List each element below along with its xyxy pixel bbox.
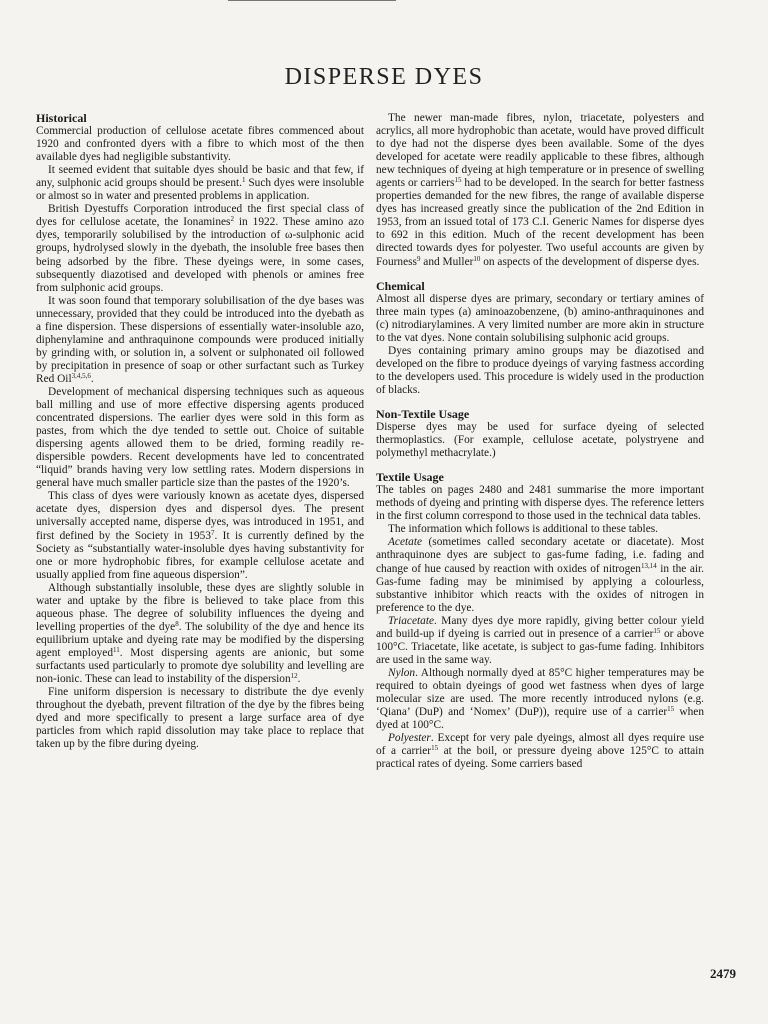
paragraph: British Dyestuffs Corporation introduced the first special class of dyes for cellulose acetate, the Ionamines$^2$ in 1922. These amino azo dyes, temporarily solubilised by the introduction of ω-sulphonic acid groups, hydrolysed slowly in the dyebath, the insoluble free bases then being adsorbed by the fibre. These dyeings were, in some cases, subsequently diazotised and developed with phenols or amines free from sulphonic acid groups. bbox=[36, 203, 364, 294]
paragraph: The tables on pages 2480 and 2481 summarise the more important methods of dyeing and printing with disperse dyes. The reference letters in the first column correspond to those used in the technical data tables. bbox=[376, 484, 704, 523]
right-column bbox=[376, 112, 704, 771]
page-number: 2479 bbox=[710, 966, 736, 981]
reference-mark: 2 bbox=[230, 215, 234, 224]
paragraph: Almost all disperse dyes are primary, secondary or tertiary amines of three main types (a) aminoazobenzene, (b) amino-anthraquinones and (c) nitrodiarylamines. A very limited number are more akin in structure to the vat dyes. None contain solubilising sulphonic acid groups. bbox=[376, 292, 704, 344]
heading-historical: Historical bbox=[36, 111, 87, 125]
paragraph: The information which follows is additional to these tables. bbox=[388, 523, 658, 536]
paragraph: It seemed evident that suitable dyes should be basic and that few, if any, sulphonic acid groups should be present.$^1$ Such dyes were insoluble or almost so in water and presented problems in application. bbox=[36, 164, 364, 203]
paragraph: Development of mechanical dispersing techniques such as aqueous ball milling and use of more effective dispersing agents produced concentrated dispersions. The earlier dyes were sold in this form as pastes, from which the dye tended to settle out. Choice of suitable dispersing agents allowed them to be dried, forming readily re-dispersible powders. Recent developments have led to concentrated “liquid” brands having very low settling rates. Modern dispersions in general have much smaller particle size than the pastes of the 1920’s. bbox=[36, 385, 364, 490]
reference-mark: 11 bbox=[113, 645, 120, 654]
paragraph: Dyes containing primary amino groups may be diazotised and developed on the fibre to produce dyeings of varying fastness according to the developers used. This procedure is widely used in the production of blacks. bbox=[376, 344, 704, 396]
page-title: DISPERSE DYES bbox=[284, 64, 484, 90]
paragraph-acetate: Acetate (sometimes called secondary acetate or diacetate). Most anthraquinone dyes are subject to gas-fume fading, i.e. fading and change of hue caused by reaction with oxides of nitrogen$^{13,14}$ in the air. Gas-fume fading may be minimised by applying a colourless, substantive inhibitor which reacts with the oxides of nitrogen in preference to the dye. bbox=[376, 536, 704, 614]
heading-chemical: Chemical bbox=[376, 278, 425, 293]
reference-mark: 9 bbox=[416, 254, 421, 263]
paragraph: Fine uniform dispersion is necessary to distribute the dye evenly throughout the dyebath, prevent filtration of the dye by the fibres being dyed and more specifically to present a large surface area of dye particles from which rapid dissolution may take place to replace that taken up by the fibre during dyeing. bbox=[36, 686, 364, 751]
paragraph-polyester: Polyester. Except for very pale dyeings, almost all dyes require use of a carrier$^{15}$ at the boil, or pressure dyeing above 125°C to attain practical rates of dyeing. Some carriers based bbox=[376, 732, 705, 771]
reference-mark: 12 bbox=[290, 672, 298, 681]
reference-mark: 15 bbox=[667, 705, 675, 714]
paragraph: Although substantially insoluble, these dyes are slightly soluble in water and uptake by the fibre is believed to take place from this aqueous phase. The degree of solubility influences the dyeing and levelling properties of the dye$^8$. The solubility of the dye and hence its equilibrium uptake and dyeing rate may be modified by the dispersing agent employed$^{11}$. Most dispersing agents are anionic, but some surfactants used particularly to promote dye solubility and levelling are non-ionic. These can lead to instability of the dispersion$^{12}$. bbox=[36, 581, 364, 686]
reference-mark: 15 bbox=[653, 626, 661, 635]
paragraph: It was soon found that temporary solubilisation of the dye bases was unnecessary, provided that they could be introduced into the dyebath as a fine dispersion. These dispersions of essentially water-insoluble azo, diphenylamine and anthraquinone compounds were produced initially by grinding with, or solution in, a solvent or sulphonated oil followed by precipitation in presence of soap or other surfactant such as Turkey Red Oil$^{3,4,5,6}$. bbox=[36, 294, 364, 385]
reference-mark: 7 bbox=[211, 528, 215, 537]
heading-textile-usage: Textile Usage bbox=[376, 470, 444, 485]
paragraph-nylon: Nylon. Although normally dyed at 85°C higher temperatures may be required to obtain dyeings of good wet fastness when dyes of large molecular size are used. The more recently introduced nylons (e.g. ‘Qiana’ (DuP) and ‘Nomex’ (DuP)), require use of a carrier$^{15}$ when dyed at 100°C. bbox=[376, 666, 704, 732]
reference-mark: 8 bbox=[175, 619, 179, 628]
paragraph: This class of dyes were variously known as acetate dyes, dispersed acetate dyes, dispersion dyes and dispersol dyes. The present universally accepted name, disperse dyes, was introduced in 1951, and first defined by the Society in 1953$^7$. It is currently defined by the Society as “substantially water-insoluble dyes having substantivity for one or more hydrophobic fibres, for example cellulose acetate and usually applied from fine aqueous dispersion”. bbox=[36, 490, 364, 581]
heading-non-textile-usage: Non-Textile Usage bbox=[376, 406, 470, 421]
paragraph-triacetate: Triacetate. Many dyes dye more rapidly, giving better colour yield and build-up if dyeing is carried out in presence of a carrier$^{15}$ or above 100°C. Triacetate, like acetate, is subject to gas-fume fading. Inhibitors are used in the same way. bbox=[376, 614, 704, 666]
reference-mark: 13,14 bbox=[640, 561, 657, 570]
reference-mark: 10 bbox=[473, 254, 481, 263]
reference-mark: 15 bbox=[454, 176, 462, 185]
paragraph: The newer man-made fibres, nylon, triacetate, polyesters and acrylics, all more hydrophobic than acetate, would have proved difficult to dye had not the disperse dyes been available. Some of the dyes developed for acetate were readily applicable to these fibres, although new techniques of dyeing at high temperature or in presence of swelling agents or carriers$^{15}$ had to be developed. In the search for better fastness properties demanded for the new fibres, the range of available disperse dyes has increased greatly since the publication of the 2nd Edition in 1953, from an issued total of 173 C.I. Generic Names for disperse dyes to 692 in this edition. Much of the recent development has been directed towards dyes for polyester. Two useful accounts are given by Fourness$^9$ and Muller$^{10}$ on aspects of the development of disperse dyes. bbox=[376, 112, 704, 268]
top-rule bbox=[228, 0, 396, 1]
reference-mark: 1 bbox=[242, 176, 246, 185]
paragraph: Disperse dyes may be used for surface dyeing of selected thermoplastics. (For example, cellulose acetate, polystryene and polymethyl methacrylate.) bbox=[376, 421, 704, 460]
left-column bbox=[36, 112, 364, 751]
reference-mark: 15 bbox=[431, 744, 439, 753]
reference-mark: 3,4,5,6 bbox=[71, 371, 91, 380]
paragraph: Commercial production of cellulose acetate fibres commenced about 1920 and confronted dyers with a fibre to which most of the then available dyes had negligible substantivity. bbox=[36, 125, 364, 164]
